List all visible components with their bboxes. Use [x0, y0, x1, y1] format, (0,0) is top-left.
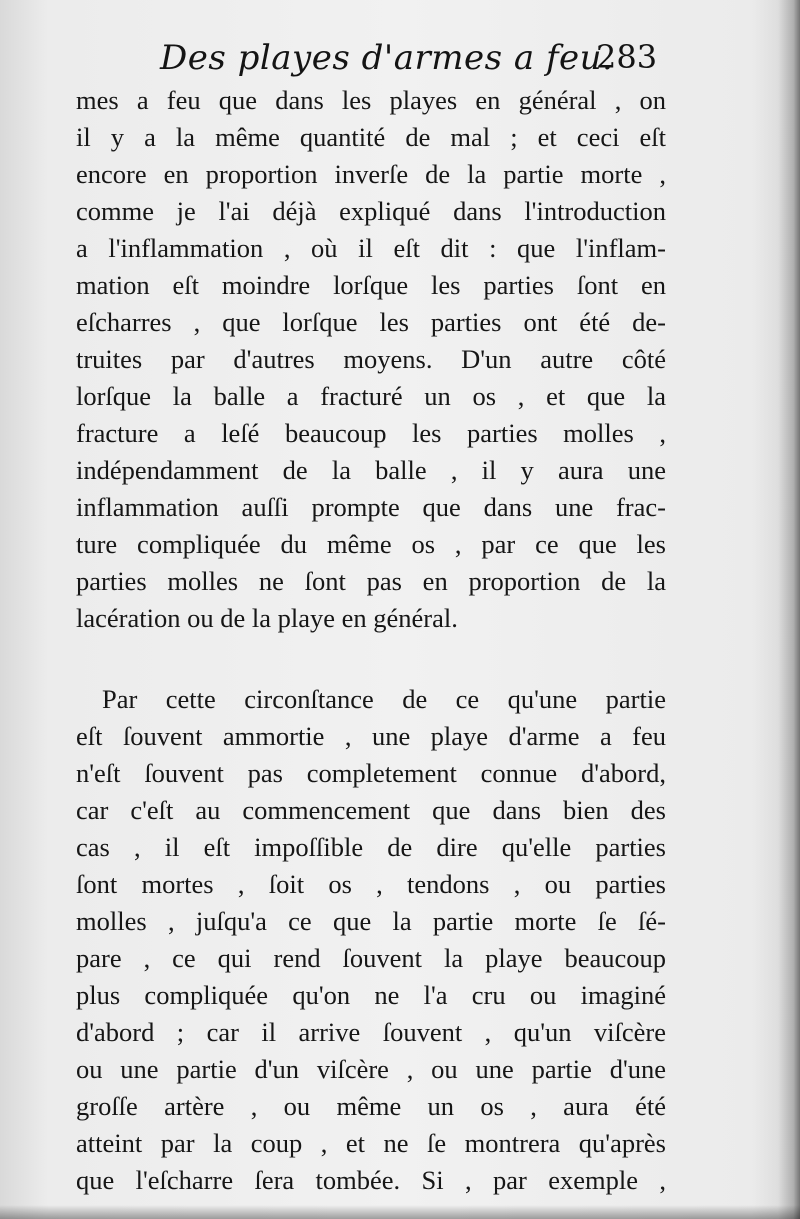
- text-line: mation eſt moindre lorſque les parties ſont en: [76, 270, 666, 300]
- text-line: il y a la même quantité de mal ; et ceci eſt: [76, 122, 666, 152]
- text-line: d'abord ; car il arrive ſouvent , qu'un viſcère: [76, 1017, 666, 1047]
- text-line: inflammation auſſi prompte que dans une frac-: [76, 492, 666, 522]
- text-line: molles , juſqu'a ce que la partie morte ſe ſé-: [76, 906, 666, 936]
- page-bottom-shadow: [0, 1205, 800, 1219]
- body-text: [76, 82, 666, 1199]
- text-line: eſcharres , que lorſque les parties ont été de-: [76, 307, 666, 337]
- paragraph: [76, 82, 666, 637]
- page-number: 283: [596, 38, 658, 76]
- page-edge-shadow: [778, 0, 800, 1219]
- text-line: truites par d'autres moyens. D'un autre côté: [76, 344, 666, 374]
- text-line: lacération ou de la playe en général.: [76, 603, 458, 633]
- text-line: a l'inflammation , où il eſt dit : que l'inflam-: [76, 233, 666, 263]
- text-line: fracture a leſé beaucoup les parties molles ,: [76, 418, 666, 448]
- text-line: indépendamment de la balle , il y aura une: [76, 455, 666, 485]
- text-line: atteint par la coup , et ne ſe montrera qu'après: [76, 1128, 666, 1158]
- text-line: ou une partie d'un viſcère , ou une partie d'une: [76, 1054, 666, 1084]
- text-line: que l'eſcharre ſera tombée. Si , par exemple ,: [76, 1165, 666, 1195]
- text-line: mes a feu que dans les playes en général , on: [76, 85, 666, 115]
- text-line: cas , il eſt impoſſible de dire qu'elle parties: [76, 832, 666, 862]
- text-line: encore en proportion inverſe de la partie morte ,: [76, 159, 666, 189]
- paragraph: [76, 681, 666, 1199]
- text-line: lorſque la balle a fracturé un os , et que la: [76, 381, 666, 411]
- running-title: Des playes d'armes a feu.: [160, 38, 614, 78]
- text-line: plus compliquée qu'on ne l'a cru ou imaginé: [76, 980, 666, 1010]
- text-line: comme je l'ai déjà expliqué dans l'introduction: [76, 196, 666, 226]
- text-line: pare , ce qui rend ſouvent la playe beaucoup: [76, 943, 666, 973]
- text-line: Par cette circonſtance de ce qu'une partie: [102, 684, 666, 714]
- text-line: ture compliquée du même os , par ce que les: [76, 529, 666, 559]
- text-line: ſont mortes , ſoit os , tendons , ou parties: [76, 869, 666, 899]
- text-line: eſt ſouvent ammortie , une playe d'arme a feu: [76, 721, 666, 751]
- text-line: parties molles ne ſont pas en proportion de la: [76, 566, 666, 596]
- text-line: car c'eſt au commencement que dans bien des: [76, 795, 666, 825]
- text-line: groſſe artère , ou même un os , aura été: [76, 1091, 666, 1121]
- page-header: [160, 38, 680, 88]
- text-line: n'eſt ſouvent pas completement connue d'abord,: [76, 758, 666, 788]
